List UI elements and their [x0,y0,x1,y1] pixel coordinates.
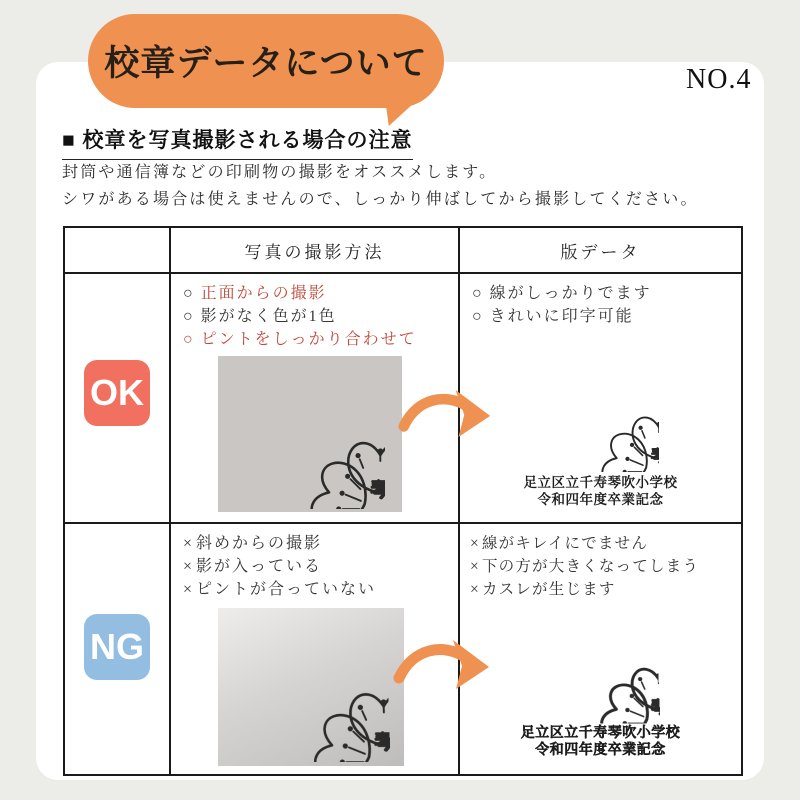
circle-marker: ○ [472,285,484,302]
cross-marker: × [470,558,480,575]
list-item: ○ ピントをしっかり合わせて [183,331,417,348]
sakura-emblem-icon [235,359,385,509]
list-item: ○ 正面からの撮影 [183,285,327,302]
list-item: × 下の方が大きくなってしまう [470,558,700,575]
ng-plate-points [470,532,699,601]
list-item: × 影が入っている [183,558,323,575]
ok-photo-points [183,282,417,351]
list-item: × ピントが合っていない [183,581,377,598]
sakura-emblem-icon [543,348,659,472]
cross-marker: × [470,535,480,552]
header-plate-data: 版データ [459,227,742,273]
content-card [36,62,764,780]
arrow-right-icon [393,634,493,694]
sakura-emblem-icon [237,608,390,762]
cross-marker: × [183,535,195,552]
list-item: × 斜めからの撮影 [183,535,323,552]
intro-line-2: シワがある場合は使えませんので、しっかり伸ばしてから撮影してください。 [62,191,699,208]
header-empty-cell [64,227,170,273]
arrow-right-icon [398,384,494,442]
ng-plate-cell [459,523,742,775]
ok-badge: OK [84,360,150,426]
intro-line-1: 封筒や通信簿などの印刷物の撮影をオススメします。 [62,164,498,181]
list-item: ○ 線がしっかりでます [472,285,652,302]
cross-marker: × [183,558,195,575]
school-name-text: 足立区立千寿琴吹小学校 令和四年度卒業記念 [523,475,678,507]
section-heading: ■ 校章を写真撮影される場合の注意 [62,124,413,160]
ok-badge-cell [64,273,170,523]
ok-plate-points [472,282,652,328]
ng-emblem-photo [218,608,404,766]
ok-plate-cell [459,273,742,523]
table-header-row [64,227,742,273]
cross-marker: × [183,581,195,598]
list-item: ○ きれいに印字可能 [472,308,634,325]
ng-plate-emblem [521,602,681,758]
circle-marker: ○ [183,285,195,302]
list-item: × 線がキレイにでません [470,535,649,552]
ng-badge: NG [84,614,150,680]
school-name-text: 足立区立千寿琴吹小学校 令和四年度卒業記念 [520,724,681,757]
ok-plate-emblem [524,348,678,508]
circle-marker: ○ [183,308,195,325]
list-item: ○ 影がなく色が1色 [183,308,337,325]
circle-marker: ○ [183,331,195,348]
header-photo-method: 写真の撮影方法 [170,227,459,273]
intro-text [62,159,752,213]
page-title: 校章データについて [104,44,428,83]
circle-marker: ○ [472,308,484,325]
title-bubble [88,14,444,108]
ng-badge-cell [64,523,170,775]
sakura-emblem-icon [540,605,660,723]
cross-marker: × [470,581,480,598]
page-number: NO.4 [686,64,752,95]
ng-photo-points [183,532,376,601]
ok-emblem-photo [218,356,402,512]
list-item: × カスレが生じます [470,581,616,598]
